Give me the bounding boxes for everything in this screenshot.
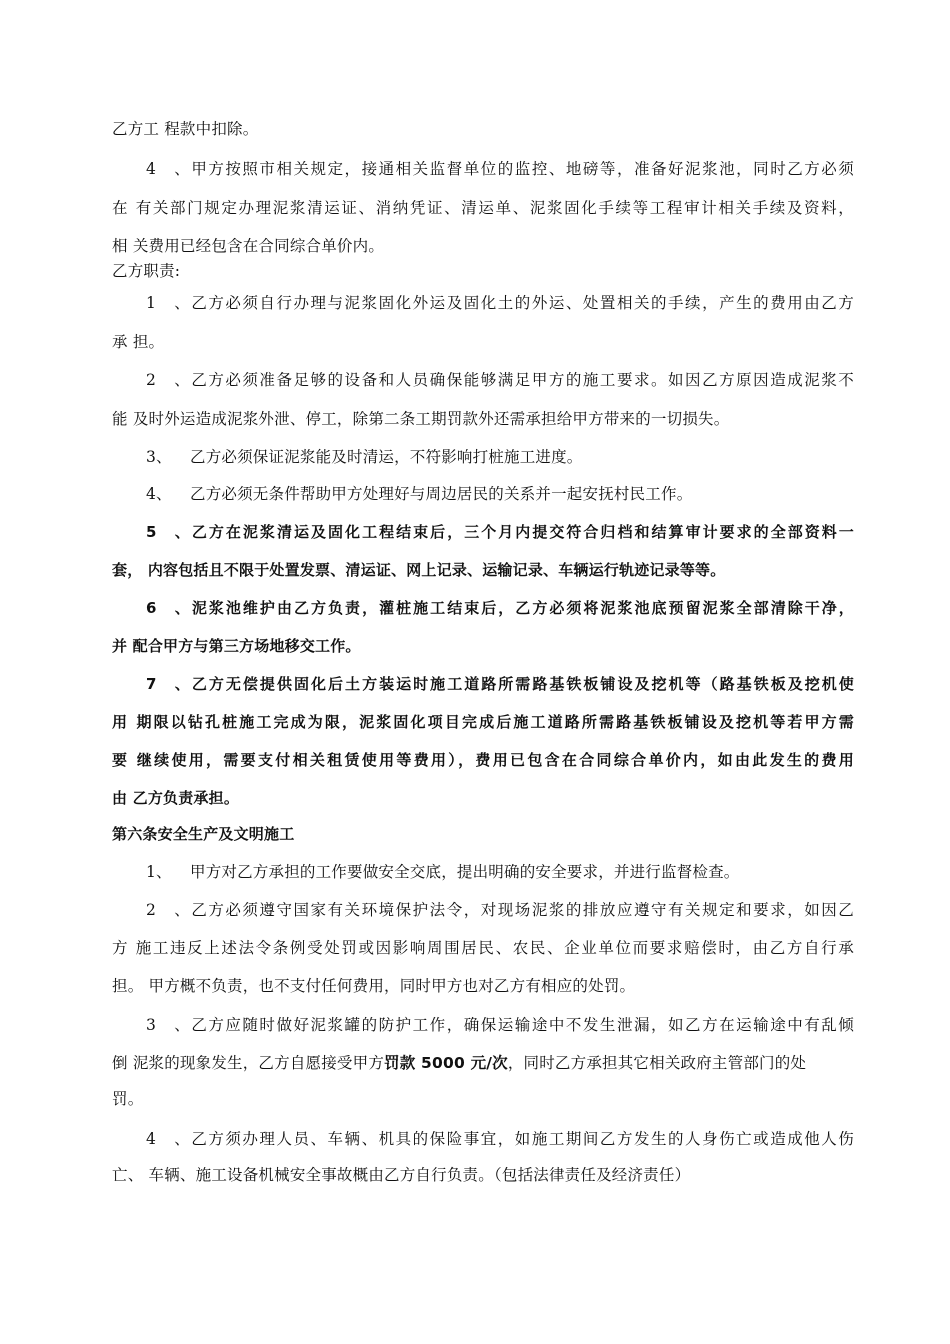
clause-number: 4、 xyxy=(146,160,190,178)
duty-7-line-1 xyxy=(112,674,854,694)
duty-2-line-1 xyxy=(112,370,854,390)
article-6-heading: 第六条安全生产及文明施工 xyxy=(112,825,295,843)
paragraph-line: 方 施工违反上述法令条例受处罚或因影响周围居民、农民、企业单位而要求赔偿时，由乙方自行承 xyxy=(112,939,854,957)
clause-number: 7、 xyxy=(146,675,190,693)
clause-text: 泥浆池维护由乙方负责，灌桩施工结束后，乙方必须将泥浆池底预留泥浆全部清除干净， xyxy=(190,599,854,617)
safety-4-line-1 xyxy=(112,1129,854,1149)
paragraph-line: 相 关费用已经包含在合同综合单价内。 xyxy=(112,237,385,255)
duty-5-line-1 xyxy=(112,522,854,542)
clause-number: 6、 xyxy=(146,599,190,617)
safety-1-line xyxy=(112,862,854,882)
paragraph-line: 并 配合甲方与第三方场地移交工作。 xyxy=(112,637,361,655)
clause-text: 乙方无偿提供固化后土方装运时施工道路所需路基铁板铺设及挖机等（路基铁板及挖机使 xyxy=(190,675,854,693)
paragraph-line: 用 期限以钻孔桩施工完成为限，泥浆固化项目完成后施工道路所需路基铁板铺设及挖机等若甲方需 xyxy=(112,713,854,731)
clause-number: 4、 xyxy=(146,1130,190,1148)
clause-text: 甲方按照市相关规定，接通相关监督单位的监控、地磅等，准备好泥浆池，同时乙方必须 xyxy=(190,160,854,178)
clause-text: 甲方对乙方承担的工作要做安全交底，提出明确的安全要求，并进行监督检查。 xyxy=(190,863,740,881)
safety-2-line-1 xyxy=(112,900,854,920)
duty-3-line xyxy=(112,447,854,467)
clause-text: ，同时乙方承担其它相关政府主管部门的处 xyxy=(507,1054,807,1072)
paragraph-line: 亡、 车辆、施工设备机械安全事故概由乙方自行负责。（包括法律责任及经济责任） xyxy=(112,1166,691,1184)
clause-number: 2、 xyxy=(146,371,190,389)
safety-3-line-1 xyxy=(112,1015,854,1035)
clause-text: 乙方必须无条件帮助甲方处理好与周边居民的关系并一起安抚村民工作。 xyxy=(190,485,693,503)
duty-1-line-1 xyxy=(112,293,854,313)
clause-number: 4、 xyxy=(146,485,172,503)
duty-4-line xyxy=(112,484,854,504)
clause-text: 乙方须办理人员、车辆、机具的保险事宜，如施工期间乙方发生的人身伤亡或造成他人伤 xyxy=(190,1130,854,1148)
paragraph-line: 套， 内容包括且不限于处置发票、清运证、网上记录、运输记录、车辆运行轨迹记录等等。 xyxy=(112,561,726,579)
paragraph-line: 担。 甲方概不负责，也不支付任何费用，同时甲方也对乙方有相应的处罚。 xyxy=(112,977,636,995)
paragraph-line: 在 有关部门规定办理泥浆清运证、消纳凭证、清运单、泥浆固化手续等工程审计相关手续及资料， xyxy=(112,199,854,217)
clause-4-line-1 xyxy=(112,159,854,179)
clause-number: 3、 xyxy=(146,1016,190,1034)
paragraph-line: 乙方工 程款中扣除。 xyxy=(112,120,259,138)
clause-number: 1、 xyxy=(146,863,172,881)
paragraph-line: 要 继续使用，需要支付相关租赁使用等费用），费用已包含在合同综合单价内，如由此发生的费用 xyxy=(112,751,854,769)
clause-text: 乙方在泥浆清运及固化工程结束后，三个月内提交符合归档和结算审计要求的全部资料一 xyxy=(190,523,854,541)
clause-number: 1、 xyxy=(146,294,190,312)
duty-6-line-1 xyxy=(112,598,854,618)
clause-text: 乙方应随时做好泥浆罐的防护工作，确保运输途中不发生泄漏，如乙方在运输途中有乱倾 xyxy=(190,1016,854,1034)
clause-text: 乙方必须准备足够的设备和人员确保能够满足甲方的施工要求。如因乙方原因造成泥浆不 xyxy=(190,371,854,389)
paragraph-line: 由 乙方负责承担。 xyxy=(112,789,240,807)
clause-number: 2、 xyxy=(146,901,190,919)
clause-number: 5、 xyxy=(146,523,190,541)
section-heading: 乙方职责: xyxy=(112,262,181,280)
penalty-amount: 罚款 5000 元/次 xyxy=(384,1054,508,1072)
safety-3-line-2 xyxy=(112,1053,854,1073)
clause-text: 乙方必须遵守国家有关环境保护法令，对现场泥浆的排放应遵守有关规定和要求，如因乙 xyxy=(190,901,854,919)
clause-text: 乙方必须自行办理与泥浆固化外运及固化土的外运、处置相关的手续，产生的费用由乙方 xyxy=(190,294,854,312)
clause-text: 乙方必须保证泥浆能及时清运，不符影响打桩施工进度。 xyxy=(190,448,583,466)
clause-number: 3、 xyxy=(146,448,172,466)
paragraph-line: 罚。 xyxy=(112,1090,144,1108)
paragraph-line: 承 担。 xyxy=(112,333,165,351)
paragraph-line: 能 及时外运造成泥浆外泄、停工，除第二条工期罚款外还需承担给甲方带来的一切损失。 xyxy=(112,410,730,428)
clause-text: 倒 泥浆的现象发生，乙方自愿接受甲方 xyxy=(112,1054,385,1072)
